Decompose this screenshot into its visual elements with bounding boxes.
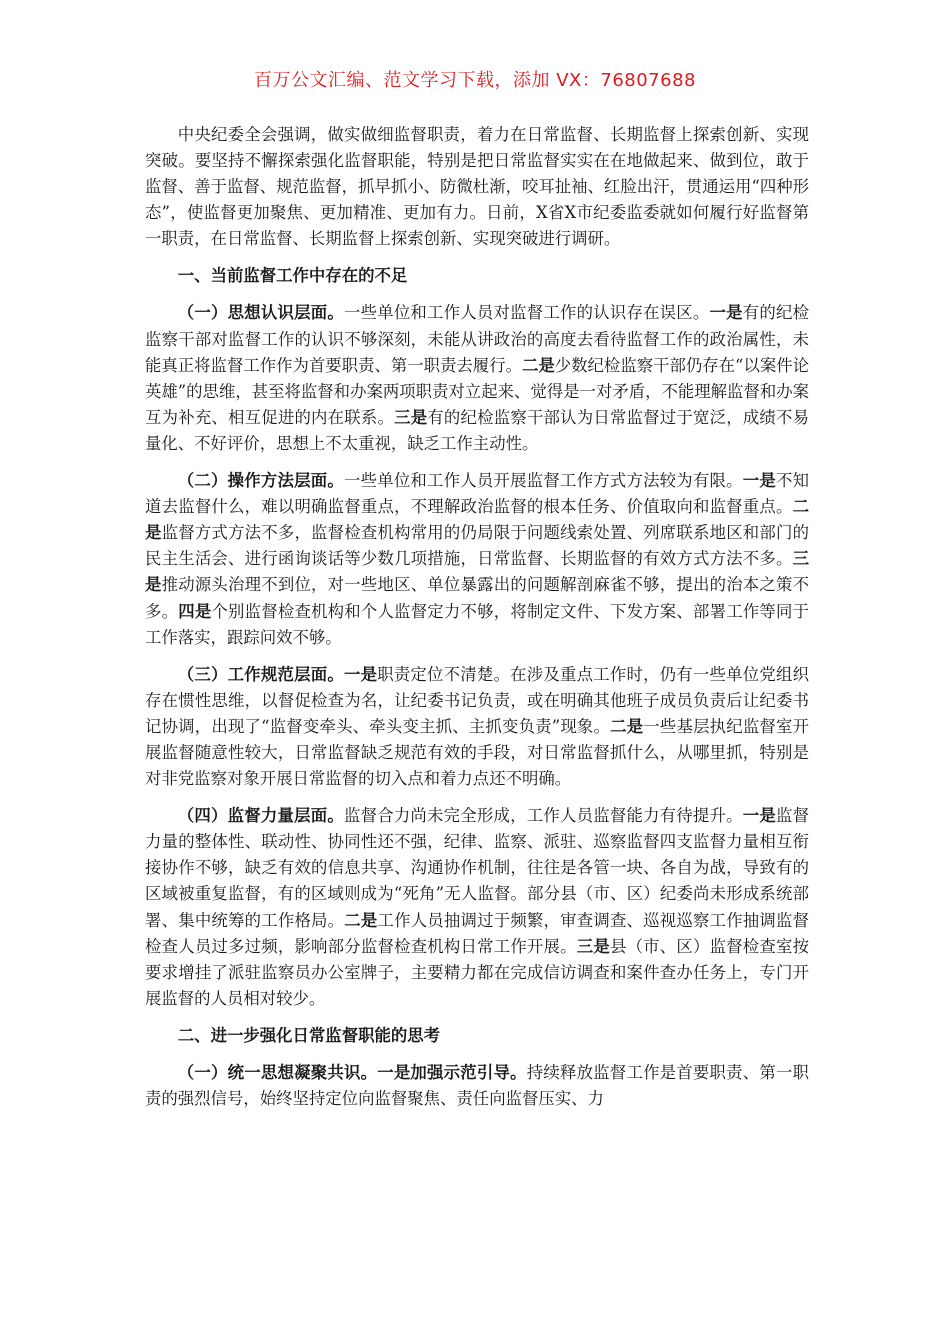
download-banner: 百万公文汇编、范文学习下载，添加 VX：76807688 [254, 70, 696, 91]
paragraph-lead: （三）工作规范层面。 [177, 664, 344, 684]
paragraph-lead: （二）操作方法层面。 [177, 471, 344, 491]
document-body [145, 122, 809, 1112]
section1-paragraph-4: （四）监督力量层面。监督合力尚未完全形成，工作人员监督能力有待提升。一是监督力量的整体性、联动性、协同性还不强，纪律、监察、派驻、巡察监督四支监督力量相互衔接协作不够，缺乏有效的信息共享、沟通协作机制，往往是各管一块、各自为战，导致有的区域被重复监督，有的区域则成为“死角”无人监督。部分县（市、区）纪委尚未形成系统部署、集中统筹的工作格局。二是工作人员抽调过于频繁，审查调查、巡视巡察工作抽调监督检查人员过多过频，影响部分监督检查机构日常工作开展。三是县（市、区）监督检查室按要求增挂了派驻监察员办公室牌子，主要精力都在完成信访调查和案件查办任务上，专门开展监督的人员相对较少。 [145, 806, 810, 1008]
paragraph-lead: （一）统一思想凝聚共识。 [177, 1062, 378, 1082]
section2-heading: 二、进一步强化日常监督职能的思考 [177, 1025, 441, 1045]
section1-paragraph-3: （三）工作规范层面。一是职责定位不清楚。在涉及重点工作时，仍有一些单位党组织存在惯性思维，以督促检查为名，让纪委书记负责，或在明确其他班子成员负责后让纪委书记协调，出现了“监督变牵头、牵头变主抓、主抓变负责”现象。二是一些基层执纪监督室开展监督随意性较大，日常监督缺乏规范有效的手段，对日常监督抓什么，从哪里抓，特别是对非党监察对象开展日常监督的切入点和着力点还不明确。 [145, 664, 810, 789]
paragraph-lead: （一）思想认识层面。 [177, 303, 344, 323]
intro-paragraph: 中央纪委全会强调，做实做细监督职责，着力在日常监督、长期监督上探索创新、实现突破。要坚持不懈探索强化监督职能，特别是把日常监督实实在在地做起来、做到位，敢于监督、善于监督、规范监督，抓早抓小、防微杜渐，咬耳扯袖、红脸出汗，贯通运用“四种形态”，使监督更加聚焦、更加精准、更加有力。日前，X省X市纪委监委就如何履行好监督第一职责，在日常监督、长期监督上探索创新、实现突破进行调研。 [145, 125, 810, 249]
section1-heading: 一、当前监督工作中存在的不足 [177, 266, 408, 286]
paragraph-lead: （四）监督力量层面。 [177, 806, 344, 826]
section1-paragraph-1: （一）思想认识层面。一些单位和工作人员对监督工作的认识存在误区。一是有的纪检监察干部对监督工作的认识不够深刻，未能从讲政治的高度去看待监督工作的政治属性，未能真正将监督工作作为首要职责、第一职责去履行。二是少数纪检监察干部仍存在“以案件论英雄”的思维，甚至将监督和办案两项职责对立起来、觉得是一对矛盾，不能理解监督和办案互为补充、相互促进的内在联系。三是有的纪检监察干部认为日常监督过于宽泛，成绩不易量化、不好评价，思想上不太重视，缺乏工作主动性。 [145, 303, 810, 453]
section1-paragraph-2: （二）操作方法层面。一些单位和工作人员开展监督工作方式方法较为有限。一是不知道去监督什么，难以明确监督重点，不理解政治监督的根本任务、价值取向和监督重点。二是监督方式方法不多，监督检查机构常用的仍局限于问题线索处置、列席联系地区和部门的民主生活会、进行函询谈话等少数几项措施，日常监督、长期监督的有效方式方法不多。三是推动源头治理不到位，对一些地区、单位暴露出的问题解剖麻雀不够，提出的治本之策不多。四是个别监督检查机构和个人监督定力不够，将制定文件、下发方案、部署工作等同于工作落实，跟踪问效不够。 [145, 471, 810, 647]
section2-paragraph-1: （一）统一思想凝聚共识。一是加强示范引导。持续释放监督工作是首要职责、第一职责的强烈信号，始终坚持定位向监督聚焦、责任向监督压实、力 [145, 1062, 810, 1108]
